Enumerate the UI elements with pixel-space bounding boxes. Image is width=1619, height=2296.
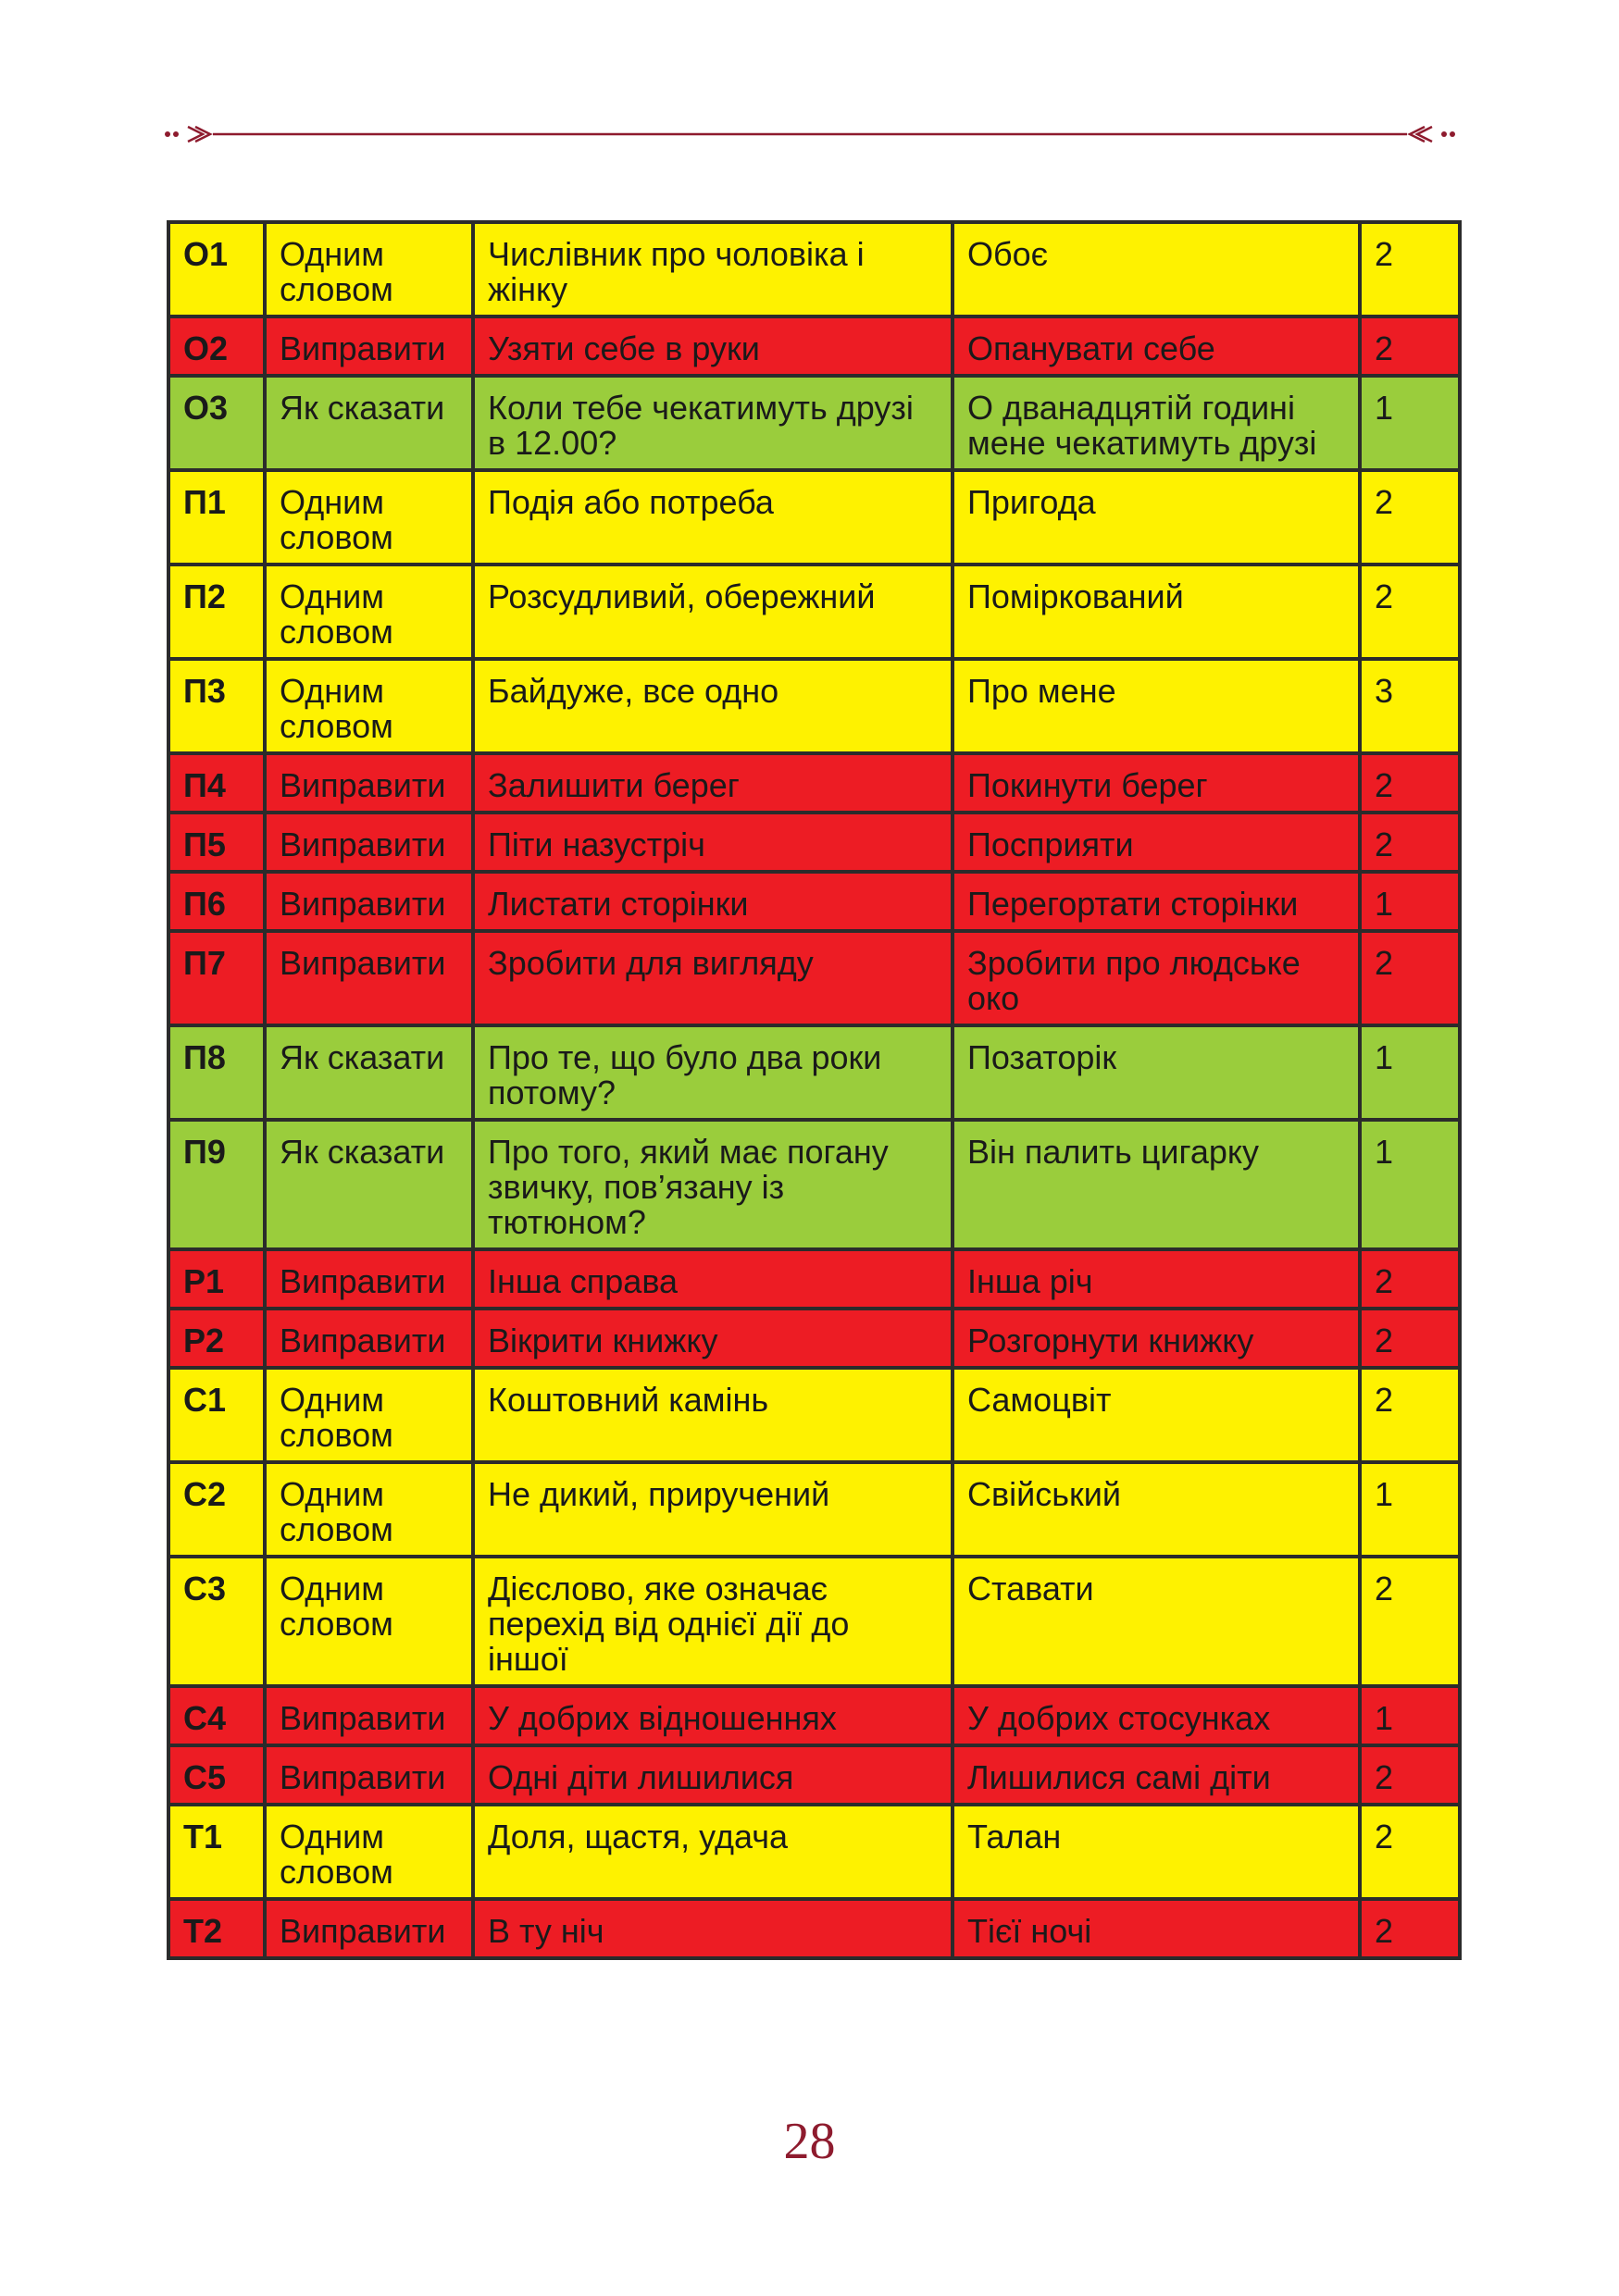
row-prompt: Коли тебе чекатимуть друзі в 12.00?: [473, 376, 953, 470]
row-prompt: Доля, щастя, удача: [473, 1805, 953, 1899]
table-row: [168, 376, 1460, 470]
row-task-type: Виправити: [265, 1745, 473, 1805]
row-task-type: Одним словом: [265, 1368, 473, 1462]
table-row: [168, 316, 1460, 376]
row-points: 2: [1360, 1899, 1460, 1958]
row-code: О3: [168, 376, 265, 470]
row-code: П4: [168, 753, 265, 813]
row-prompt: Інша справа: [473, 1249, 953, 1309]
row-prompt: Листати сторінки: [473, 872, 953, 931]
row-answer: Покинути берег: [953, 753, 1360, 813]
row-task-type: Виправити: [265, 1686, 473, 1745]
row-task-type: Виправити: [265, 1309, 473, 1368]
row-points: 2: [1360, 1805, 1460, 1899]
table-row: [168, 1462, 1460, 1557]
row-prompt: Залишити берег: [473, 753, 953, 813]
table-row: [168, 931, 1460, 1025]
row-points: 1: [1360, 872, 1460, 931]
row-answer: Пригода: [953, 470, 1360, 565]
row-prompt: Про те, що було два роки потому?: [473, 1025, 953, 1120]
row-task-type: Одним словом: [265, 1805, 473, 1899]
row-points: 2: [1360, 1309, 1460, 1368]
row-points: 2: [1360, 931, 1460, 1025]
table-row: [168, 470, 1460, 565]
row-task-type: Одним словом: [265, 659, 473, 753]
row-code: П2: [168, 565, 265, 659]
row-answer: Самоцвіт: [953, 1368, 1360, 1462]
row-answer: Посприяти: [953, 813, 1360, 872]
table-row: [168, 1025, 1460, 1120]
row-answer: У добрих стосунках: [953, 1686, 1360, 1745]
table-row: [168, 813, 1460, 872]
vocabulary-table: [167, 220, 1462, 1960]
row-points: 1: [1360, 1462, 1460, 1557]
row-prompt: Про того, який має погану звичку, пов’язану із тютюном?: [473, 1120, 953, 1249]
row-answer: Опанувати себе: [953, 316, 1360, 376]
row-points: 1: [1360, 1025, 1460, 1120]
table-row: [168, 1309, 1460, 1368]
table-row: [168, 1899, 1460, 1958]
row-points: 2: [1360, 813, 1460, 872]
row-code: Т1: [168, 1805, 265, 1899]
row-prompt: Розсудливий, обережний: [473, 565, 953, 659]
row-prompt: Піти назустріч: [473, 813, 953, 872]
row-points: 3: [1360, 659, 1460, 753]
row-answer: Лишилися самі діти: [953, 1745, 1360, 1805]
row-code: П6: [168, 872, 265, 931]
row-prompt: Коштовний камінь: [473, 1368, 953, 1462]
table-row: [168, 1557, 1460, 1686]
row-code: С2: [168, 1462, 265, 1557]
table-row: [168, 753, 1460, 813]
row-points: 2: [1360, 565, 1460, 659]
row-prompt: В ту ніч: [473, 1899, 953, 1958]
row-code: П8: [168, 1025, 265, 1120]
row-answer: Поміркований: [953, 565, 1360, 659]
row-answer: О дванадцятій годині мене чекатимуть друзі: [953, 376, 1360, 470]
row-prompt: Узяти себе в руки: [473, 316, 953, 376]
row-code: С4: [168, 1686, 265, 1745]
row-points: 1: [1360, 1686, 1460, 1745]
row-points: 2: [1360, 470, 1460, 565]
row-code: Р2: [168, 1309, 265, 1368]
row-task-type: Одним словом: [265, 1462, 473, 1557]
row-answer: Ставати: [953, 1557, 1360, 1686]
row-points: 2: [1360, 222, 1460, 316]
row-prompt: Вікрити книжку: [473, 1309, 953, 1368]
row-task-type: Одним словом: [265, 222, 473, 316]
row-code: Т2: [168, 1899, 265, 1958]
row-answer: Талан: [953, 1805, 1360, 1899]
row-code: С1: [168, 1368, 265, 1462]
row-prompt: Дієслово, яке означає перехід від однієї дії до іншої: [473, 1557, 953, 1686]
row-code: О2: [168, 316, 265, 376]
header-ornament-divider: [162, 116, 1458, 153]
table-row: [168, 1686, 1460, 1745]
row-task-type: Одним словом: [265, 470, 473, 565]
row-code: С3: [168, 1557, 265, 1686]
row-code: Р1: [168, 1249, 265, 1309]
table-row: [168, 1805, 1460, 1899]
row-prompt: Одні діти лишилися: [473, 1745, 953, 1805]
page-number: 28: [783, 2113, 836, 2170]
row-prompt: Числівник про чоловіка і жінку: [473, 222, 953, 316]
row-points: 2: [1360, 316, 1460, 376]
row-code: П1: [168, 470, 265, 565]
row-answer: Свійський: [953, 1462, 1360, 1557]
table-row: [168, 1120, 1460, 1249]
table-row: [168, 1745, 1460, 1805]
row-answer: Розгорнути книжку: [953, 1309, 1360, 1368]
row-task-type: Одним словом: [265, 1557, 473, 1686]
row-code: П3: [168, 659, 265, 753]
row-task-type: Виправити: [265, 316, 473, 376]
vocabulary-table-body: [168, 222, 1460, 1958]
row-task-type: Виправити: [265, 1249, 473, 1309]
table-row: [168, 565, 1460, 659]
row-points: 2: [1360, 1249, 1460, 1309]
row-points: 2: [1360, 753, 1460, 813]
row-answer: Обоє: [953, 222, 1360, 316]
row-prompt: Подія або потреба: [473, 470, 953, 565]
table-row: [168, 659, 1460, 753]
row-points: 1: [1360, 376, 1460, 470]
table-row: [168, 222, 1460, 316]
row-task-type: Виправити: [265, 753, 473, 813]
row-task-type: Виправити: [265, 813, 473, 872]
row-task-type: Як сказати: [265, 376, 473, 470]
row-task-type: Одним словом: [265, 565, 473, 659]
table-row: [168, 1249, 1460, 1309]
row-points: 1: [1360, 1120, 1460, 1249]
row-prompt: Зробити для вигляду: [473, 931, 953, 1025]
row-code: О1: [168, 222, 265, 316]
row-answer: Перегортати сторінки: [953, 872, 1360, 931]
row-code: С5: [168, 1745, 265, 1805]
row-answer: Інша річ: [953, 1249, 1360, 1309]
row-answer: Про мене: [953, 659, 1360, 753]
row-code: П7: [168, 931, 265, 1025]
row-code: П5: [168, 813, 265, 872]
row-points: 2: [1360, 1368, 1460, 1462]
row-answer: Тієї ночі: [953, 1899, 1360, 1958]
row-task-type: Як сказати: [265, 1025, 473, 1120]
row-prompt: Не дикий, приручений: [473, 1462, 953, 1557]
row-task-type: Виправити: [265, 931, 473, 1025]
row-prompt: Байдуже, все одно: [473, 659, 953, 753]
table-row: [168, 872, 1460, 931]
row-task-type: Виправити: [265, 1899, 473, 1958]
row-prompt: У добрих відношеннях: [473, 1686, 953, 1745]
row-points: 2: [1360, 1745, 1460, 1805]
row-points: 2: [1360, 1557, 1460, 1686]
row-answer: Він палить цигарку: [953, 1120, 1360, 1249]
table-row: [168, 1368, 1460, 1462]
row-answer: Позаторік: [953, 1025, 1360, 1120]
row-code: П9: [168, 1120, 265, 1249]
row-task-type: Як сказати: [265, 1120, 473, 1249]
row-answer: Зробити про людське око: [953, 931, 1360, 1025]
row-task-type: Виправити: [265, 872, 473, 931]
